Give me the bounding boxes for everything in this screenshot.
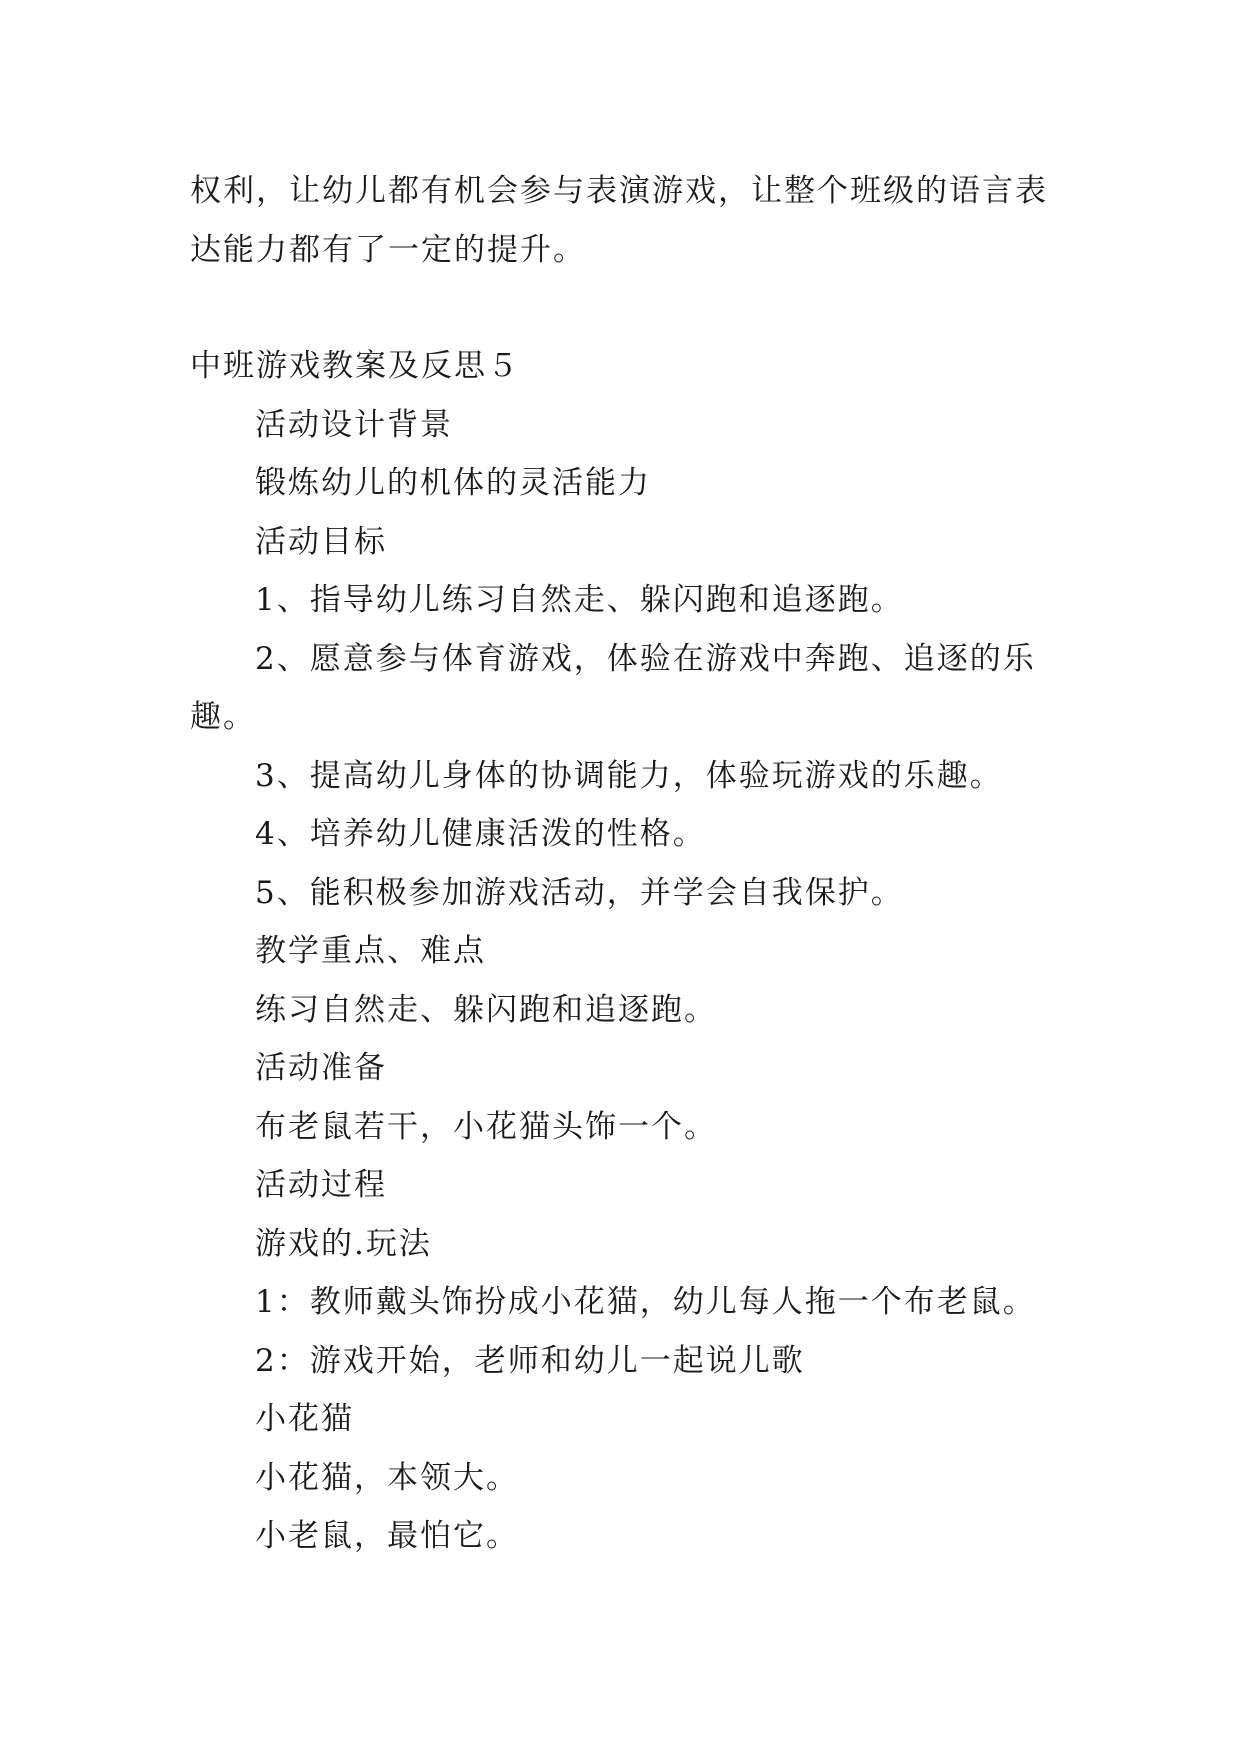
goal-item: 1、指导幼儿练习自然走、躲闪跑和追逐跑。 — [255, 582, 904, 618]
document-body — [190, 162, 1060, 1566]
paragraph: 锻炼幼儿的机体的灵活能力 — [255, 465, 651, 501]
goal-item: 2、愿意参与体育游戏，体验在游戏中奔跑、追逐的乐趣。 — [190, 640, 1036, 735]
paragraph: 游戏的.玩法 — [255, 1225, 432, 1262]
subheading-preparation: 活动准备 — [255, 1050, 387, 1086]
rhyme-title: 小花猫 — [255, 1401, 354, 1437]
goal-item: 4、培养幼儿健康活泼的性格。 — [255, 816, 706, 852]
paragraph: 练习自然走、躲闪跑和追逐跑。 — [255, 991, 717, 1028]
rhyme-line: 小花猫，本领大。 — [255, 1459, 519, 1496]
rhyme-line: 小老鼠，最怕它。 — [255, 1518, 519, 1554]
paragraph-continuation: 权利，让幼儿都有机会参与表演游戏，让整个班级的语言表达能力都有了一定的提升。 — [190, 173, 1048, 268]
section-heading: 中班游戏教案及反思５ — [190, 348, 520, 384]
step-item: 2：游戏开始，老师和幼儿一起说儿歌 — [255, 1342, 805, 1379]
subheading-process: 活动过程 — [255, 1167, 387, 1203]
subheading-key-points: 教学重点、难点 — [255, 933, 486, 969]
subheading-design-background: 活动设计背景 — [255, 406, 453, 443]
paragraph: 布老鼠若干，小花猫头饰一个。 — [255, 1108, 717, 1145]
subheading-activity-goals: 活动目标 — [255, 523, 387, 560]
step-item: 1：教师戴头饰扮成小花猫，幼儿每人拖一个布老鼠。 — [255, 1284, 1036, 1320]
goal-item: 3、提高幼儿身体的协调能力，体验玩游戏的乐趣。 — [255, 757, 1003, 794]
goal-item: 5、能积极参加游戏活动，并学会自我保护。 — [255, 874, 904, 911]
